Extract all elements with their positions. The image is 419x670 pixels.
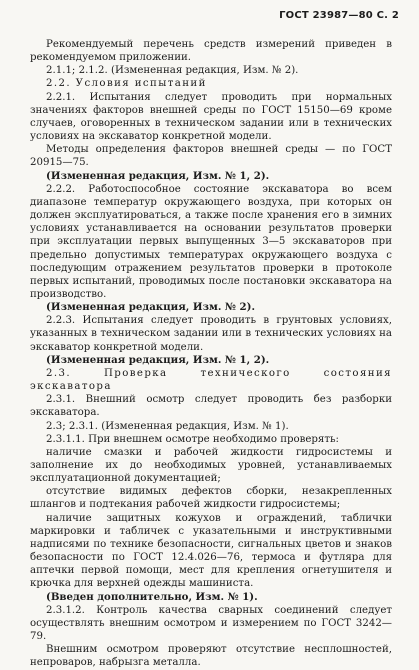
section-heading-test-conditions: 2.2. Условия испытаний	[46, 78, 207, 90]
document-body	[30, 38, 392, 670]
paragraph-methods: Методы определения факторов внешней среды — по ГОСТ 20915—75.	[30, 144, 392, 169]
paragraph-2-3-1-2: 2.3.1.2. Контроль качества сварных соединений следует осуществлять внешним осмотром и измерением по ГОСТ 3242—79.	[30, 604, 392, 643]
amendment-note: (Измененная редакция, Изм. № 1, 2).	[46, 353, 270, 366]
amendment-note: (Измененная редакция, Изм. № 2).	[46, 301, 256, 314]
list-item-defects: отсутствие видимых дефектов сборки, незакрепленных шлангов и подтекания рабочей жидкости гидросистемы;	[30, 486, 392, 511]
paragraph-2-3-1: 2.3.1. Внешний осмотр следует проводить без разборки экскаватора.	[30, 394, 392, 419]
paragraph-2-3-1-1: 2.3.1.1. При внешнем осмотре необходимо проверять:	[46, 433, 339, 445]
paragraph-2-2-3: 2.2.3. Испытания следует проводить в грунтовых условиях, указанных в техническом задании или в технических условиях на экскаватор конкретной модели.	[30, 315, 392, 353]
page-header: ГОСТ 23987—80 С. 2	[279, 10, 399, 21]
list-item-lubrication: наличие смазки и рабочей жидкости гидросистемы и заполнение их до необходимых уровней, устанавливаемых эксплуатационной документацией;	[30, 446, 392, 485]
list-item-guards: наличие защитных кожухов и ограждений, таблички маркировки и табличек с указательными и инструктивными надписями по технике безопасности, сигнальных цветов и знаков безопасности по ГОСТ 12.4.026—76, термоса и футляра для аптечки первой помощи, мест для крепления огнетушителя и крючка для верхней одежды машиниста.	[30, 512, 392, 590]
paragraph-visual-inspection: Внешним осмотром проверяют отсутствие несплошностей, непроваров, набрызга металла.	[30, 644, 392, 669]
paragraph-2-2-1: 2.2.1. Испытания следует проводить при нормальных значениях факторов внешней среды по ГОСТ 15150—69 кроме случаев, оговоренных в техническом задании или в технических условиях на экскаватор конкретной модели.	[30, 91, 392, 143]
amendment-note: (Измененная редакция, Изм. № 1, 2).	[46, 169, 270, 182]
section-heading-technical-inspection: 2.3. Проверка технического состояния экскаватора	[30, 367, 392, 393]
amendment-note-2-1-1: 2.1.1; 2.1.2. (Измененная редакция, Изм. № 2).	[46, 65, 299, 77]
amendment-note-2-3: 2.3; 2.3.1. (Измененная редакция, Изм. № 1).	[46, 420, 289, 432]
paragraph-2-2-2: 2.2.2. Работоспособное состояние экскаватора во всем диапазоне температур окружающего воздуха, при которых он должен эксплуатироваться, а также после хранения его в зимних условиях устанавливается на основании результатов проверки при эксплуатации первых выпущенных 3—5 экскаваторов при предельно допустимых температурах окружающего воздуха с последующим отражением результатов проверки в протоколе первых испытаний, проводимых после постановки экскаватора на производство.	[30, 183, 392, 300]
addition-note: (Введен дополнительно, Изм. № 1).	[46, 590, 258, 603]
paragraph-recommended-instruments: Рекомендуемый перечень средств измерений приведен в рекомендуемом приложении.	[30, 39, 392, 64]
